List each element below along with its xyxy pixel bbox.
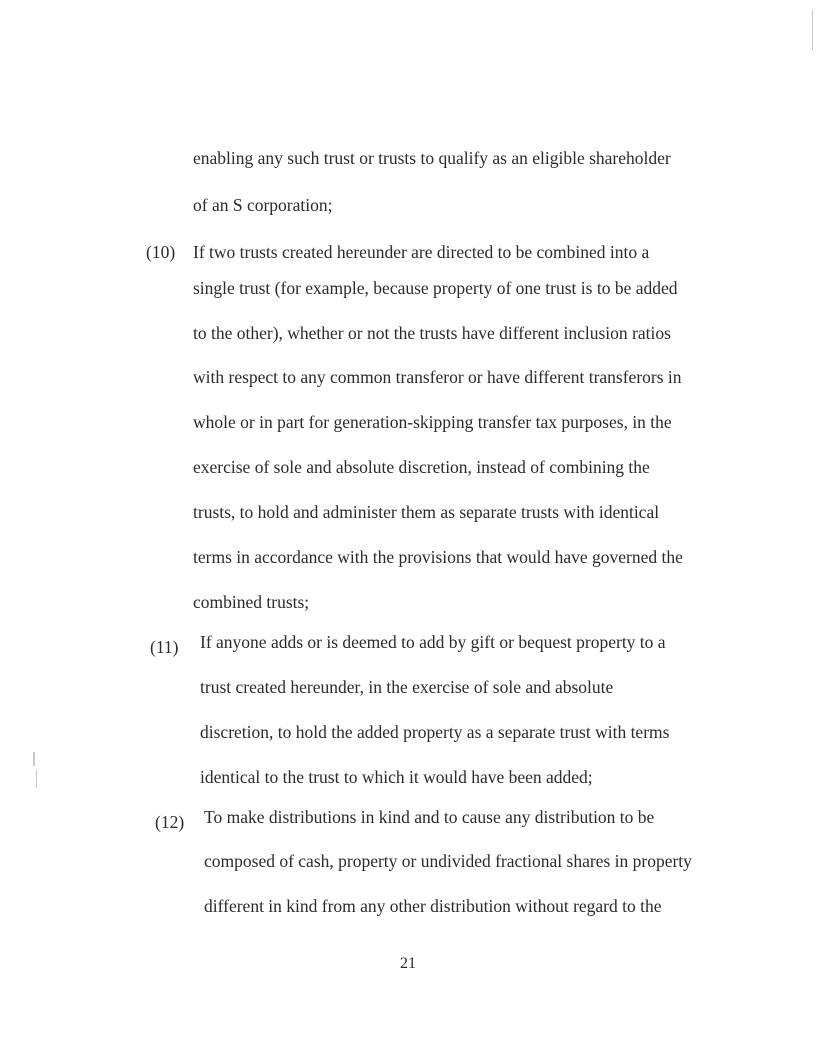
item-line: If two trusts created hereunder are directed to be combined into a <box>193 242 650 262</box>
scan-mark <box>33 752 35 766</box>
item-line: different in kind from any other distribution without regard to the <box>204 896 662 916</box>
page-number: 21 <box>400 955 416 972</box>
item-line: exercise of sole and absolute discretion, instead of combining the <box>193 457 650 477</box>
item-number: (11) <box>150 637 179 657</box>
scan-mark <box>812 10 813 50</box>
continuation-line: enabling any such trust or trusts to qualify as an eligible shareholder <box>193 148 671 168</box>
item-number: (12) <box>155 812 185 832</box>
item-line: If anyone adds or is deemed to add by gift or bequest property to a <box>200 632 666 652</box>
item-line: with respect to any common transferor or have different transferors in <box>193 367 682 387</box>
item-line: identical to the trust to which it would have been added; <box>200 767 593 787</box>
item-line: trust created hereunder, in the exercise of sole and absolute <box>200 677 614 697</box>
item-line: To make distributions in kind and to cause any distribution to be <box>204 807 655 827</box>
item-number: (10) <box>146 242 176 262</box>
item-line: composed of cash, property or undivided fractional shares in property <box>204 851 692 871</box>
item-line: to the other), whether or not the trusts have different inclusion ratios <box>193 323 671 343</box>
item-line: terms in accordance with the provisions that would have governed the <box>193 547 683 567</box>
item-line: discretion, to hold the added property as a separate trust with terms <box>200 722 670 742</box>
scan-mark <box>36 770 37 788</box>
item-line: combined trusts; <box>193 592 310 612</box>
item-line: whole or in part for generation-skipping transfer tax purposes, in the <box>193 412 672 432</box>
item-line: single trust (for example, because property of one trust is to be added <box>193 278 678 298</box>
item-line: trusts, to hold and administer them as separate trusts with identical <box>193 502 660 522</box>
continuation-line: of an S corporation; <box>193 195 333 215</box>
